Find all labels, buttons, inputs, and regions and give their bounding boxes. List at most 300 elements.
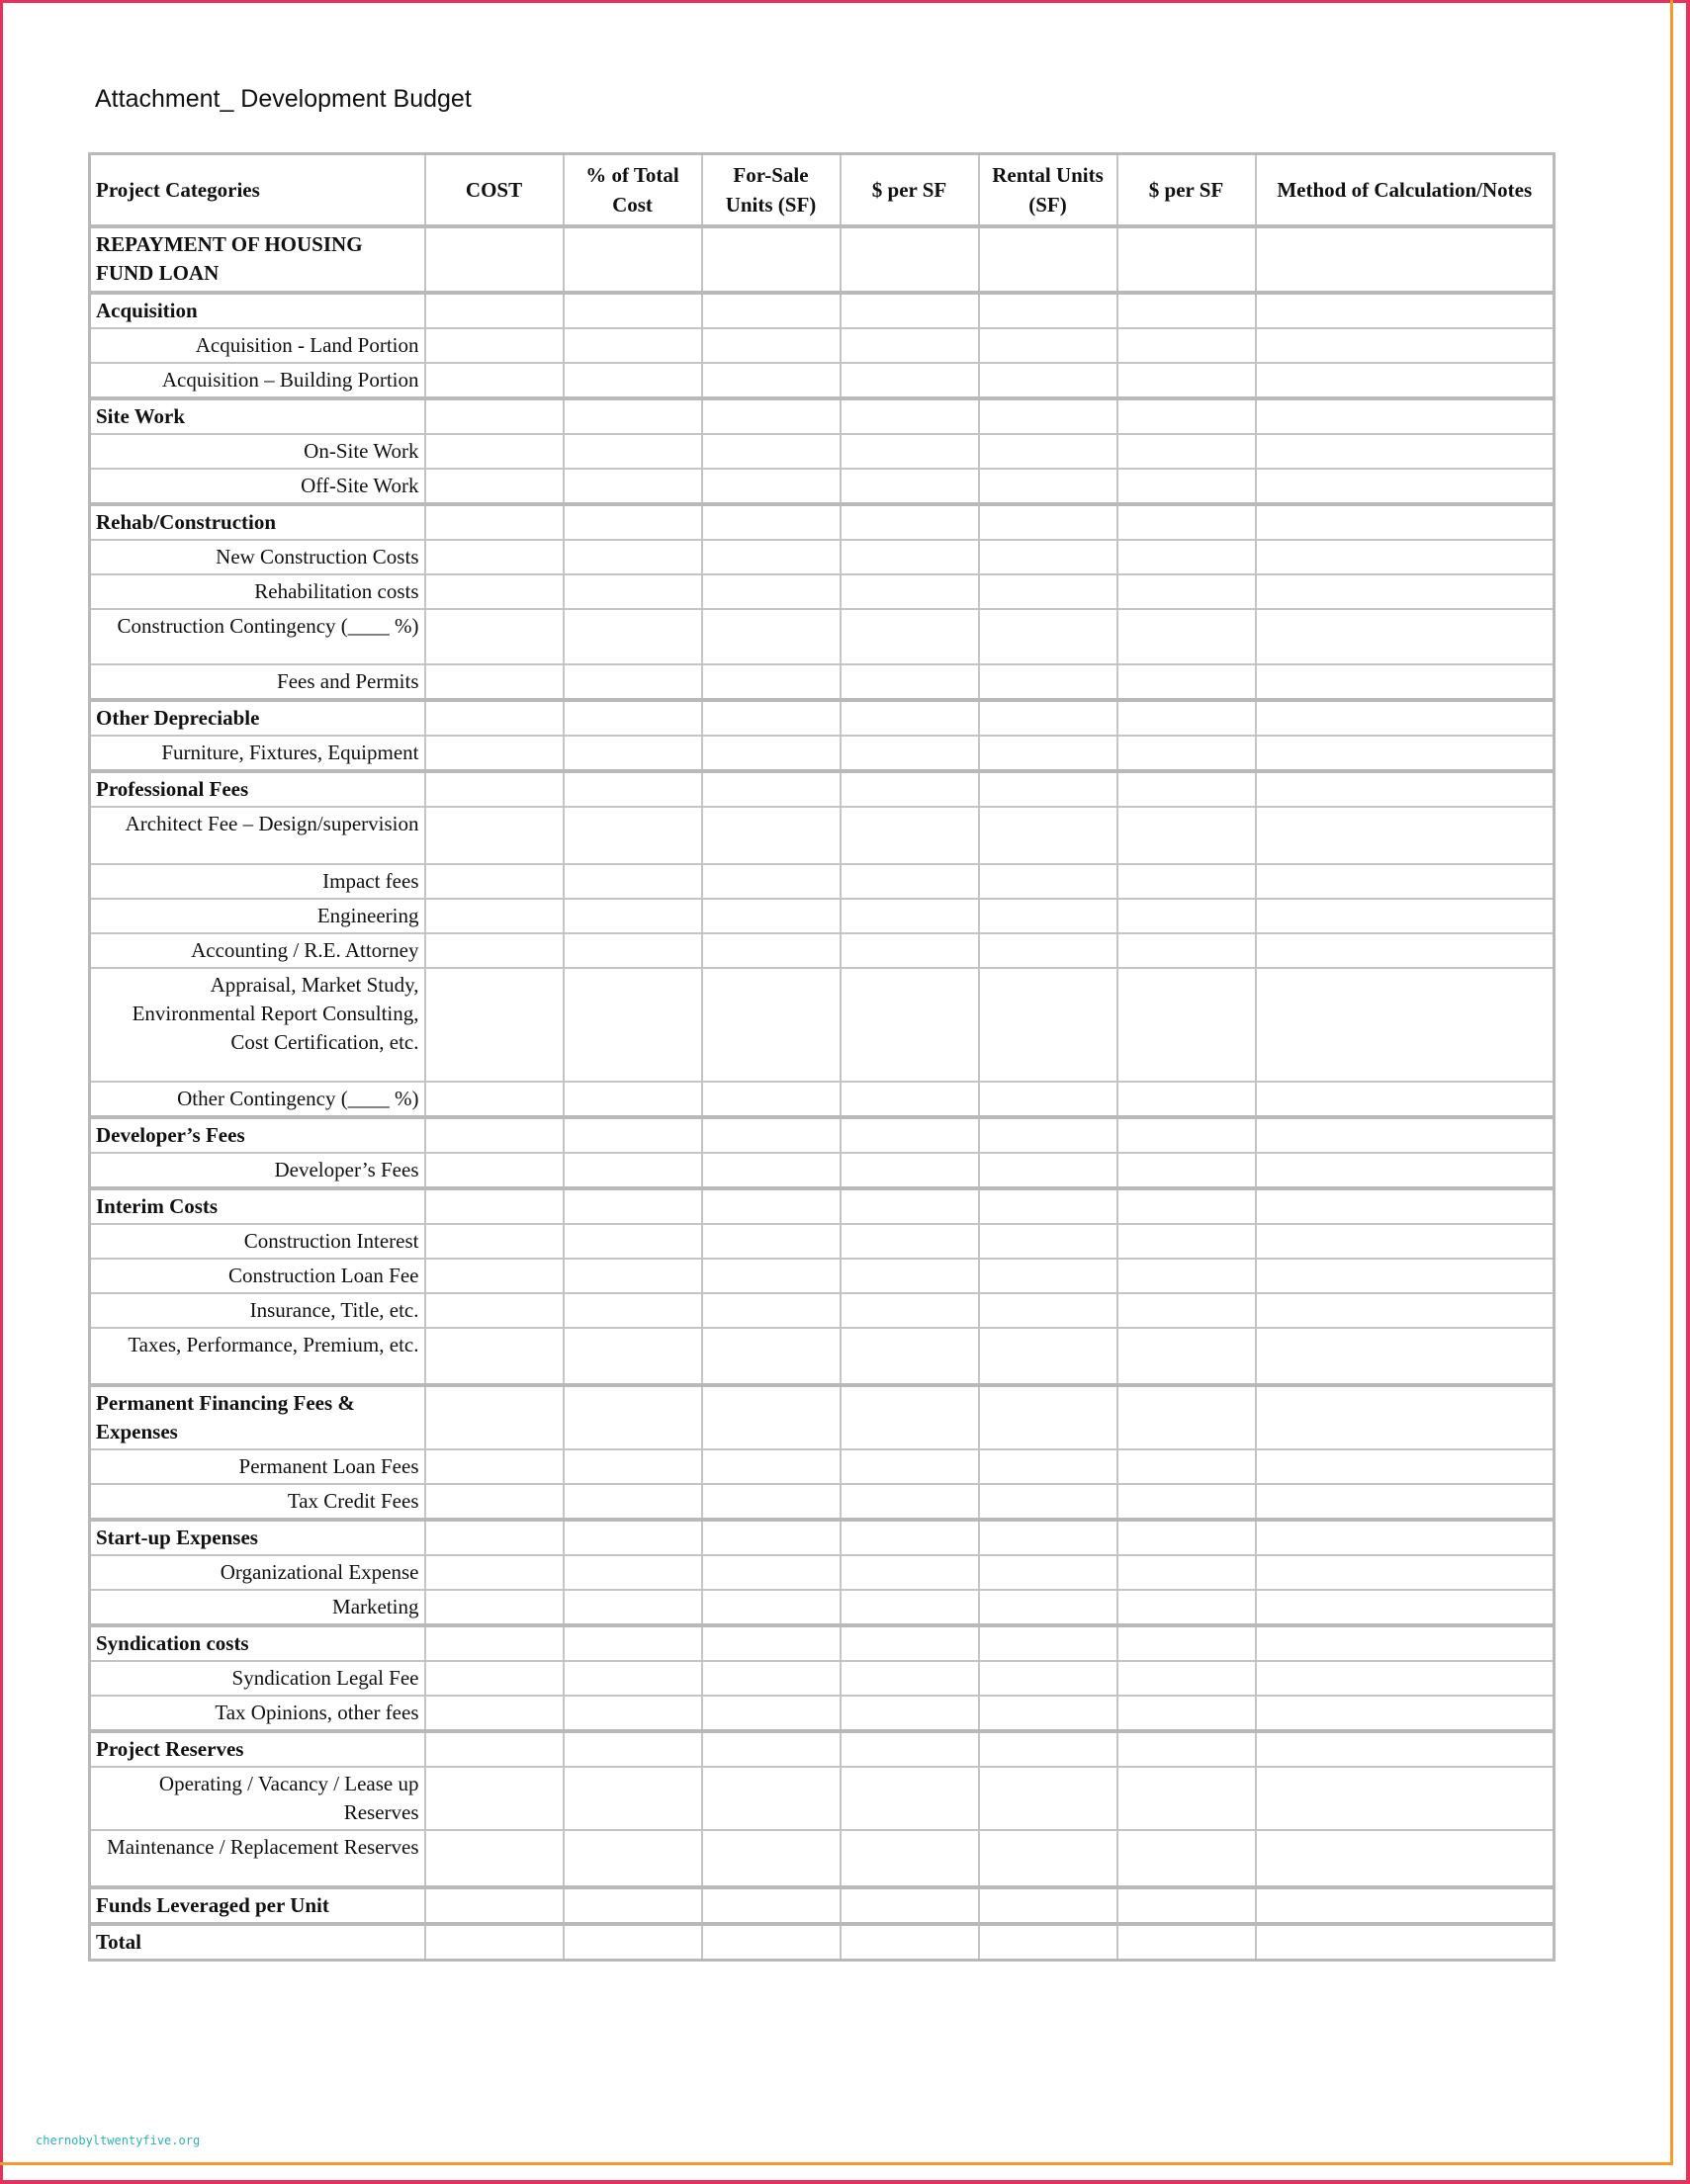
category-row <box>90 1731 1555 1767</box>
table-cell <box>564 293 702 328</box>
header-for-sale-per-sf: $ per SF <box>841 154 979 227</box>
table-cell <box>841 1661 979 1696</box>
table-row <box>90 899 1555 933</box>
category-label: Professional Fees <box>90 771 425 807</box>
category-row <box>90 293 1555 328</box>
table-cell <box>564 1224 702 1259</box>
table-cell <box>702 1259 841 1293</box>
table-cell <box>1256 1555 1555 1590</box>
table-cell <box>1256 1117 1555 1153</box>
table-cell <box>425 933 564 968</box>
category-label: Syndication costs <box>90 1625 425 1661</box>
table-cell <box>1256 293 1555 328</box>
table-cell <box>1256 226 1555 293</box>
document-title: Attachment_ Development Budget <box>95 85 472 113</box>
table-cell <box>564 1830 702 1887</box>
table-cell <box>1117 398 1256 434</box>
table-cell <box>1117 540 1256 574</box>
table-cell <box>1117 1117 1256 1153</box>
table-cell <box>841 1082 979 1117</box>
table-cell <box>979 504 1117 540</box>
table-cell <box>841 933 979 968</box>
table-cell <box>564 469 702 504</box>
table-cell <box>702 574 841 609</box>
table-cell <box>425 864 564 899</box>
table-cell <box>1256 1293 1555 1328</box>
table-cell <box>1117 700 1256 736</box>
table-cell <box>425 574 564 609</box>
table-cell <box>1117 293 1256 328</box>
table-cell <box>1117 1590 1256 1625</box>
table-row <box>90 574 1555 609</box>
table-cell <box>1117 933 1256 968</box>
table-cell <box>1117 1224 1256 1259</box>
table-cell <box>841 1696 979 1731</box>
table-cell <box>979 933 1117 968</box>
table-cell <box>702 1188 841 1224</box>
table-cell <box>425 1224 564 1259</box>
table-cell <box>702 1117 841 1153</box>
table-cell <box>702 1224 841 1259</box>
table-cell <box>1117 574 1256 609</box>
table-cell <box>425 226 564 293</box>
table-cell <box>564 504 702 540</box>
table-cell <box>841 1153 979 1188</box>
table-cell <box>425 1328 564 1385</box>
table-cell <box>841 398 979 434</box>
line-item-label: Syndication Legal Fee <box>90 1661 425 1696</box>
table-cell <box>702 1924 841 1961</box>
table-cell <box>564 609 702 664</box>
table-cell <box>564 1924 702 1961</box>
table-cell <box>1256 609 1555 664</box>
table-row <box>90 609 1555 664</box>
line-item-label: Tax Credit Fees <box>90 1484 425 1520</box>
category-label: Rehab/Construction <box>90 504 425 540</box>
line-item-label: Acquisition - Land Portion <box>90 328 425 363</box>
table-cell <box>841 469 979 504</box>
table-cell <box>1117 1259 1256 1293</box>
watermark-text: chernobyltwentyfive.org <box>36 2134 201 2147</box>
table-cell <box>425 664 564 700</box>
table-cell <box>702 771 841 807</box>
table-cell <box>1117 469 1256 504</box>
table-cell <box>841 1293 979 1328</box>
table-cell <box>1117 1520 1256 1555</box>
table-cell <box>702 469 841 504</box>
table-cell <box>979 1385 1117 1449</box>
category-row <box>90 1520 1555 1555</box>
table-cell <box>1117 899 1256 933</box>
line-item-label: Other Contingency (____ %) <box>90 1082 425 1117</box>
table-cell <box>1117 1153 1256 1188</box>
table-cell <box>979 226 1117 293</box>
table-cell <box>1256 574 1555 609</box>
table-cell <box>1117 1887 1256 1924</box>
table-cell <box>564 1696 702 1731</box>
category-row <box>90 1887 1555 1924</box>
line-item-label: Construction Contingency (____ %) <box>90 609 425 664</box>
table-cell <box>425 328 564 363</box>
category-label: Acquisition <box>90 293 425 328</box>
table-cell <box>564 864 702 899</box>
table-cell <box>564 434 702 469</box>
table-cell <box>702 1887 841 1924</box>
category-row <box>90 504 1555 540</box>
header-rental-units: Rental Units (SF) <box>979 154 1117 227</box>
header-project-categories: Project Categories <box>90 154 425 227</box>
table-cell <box>1117 1293 1256 1328</box>
table-cell <box>979 1696 1117 1731</box>
table-row <box>90 363 1555 398</box>
table-cell <box>702 363 841 398</box>
table-cell <box>425 1887 564 1924</box>
table-cell <box>1256 899 1555 933</box>
table-cell <box>979 968 1117 1082</box>
table-cell <box>1256 864 1555 899</box>
table-cell <box>564 1887 702 1924</box>
table-cell <box>1256 328 1555 363</box>
category-row <box>90 700 1555 736</box>
table-cell <box>979 807 1117 864</box>
table-cell <box>841 1224 979 1259</box>
table-cell <box>979 574 1117 609</box>
table-cell <box>1256 1449 1555 1484</box>
table-row <box>90 1224 1555 1259</box>
table-cell <box>702 226 841 293</box>
table-cell <box>1117 968 1256 1082</box>
table-cell <box>1117 807 1256 864</box>
line-item-label: Construction Loan Fee <box>90 1259 425 1293</box>
table-cell <box>841 807 979 864</box>
table-cell <box>564 398 702 434</box>
table-cell <box>1117 1696 1256 1731</box>
table-cell <box>841 363 979 398</box>
line-item-label: Appraisal, Market Study, Environmental Report Consulting, Cost Certification, etc. <box>90 968 425 1082</box>
category-label: REPAYMENT OF HOUSING FUND LOAN <box>90 226 425 293</box>
budget-table-body <box>90 226 1555 1961</box>
table-cell <box>841 226 979 293</box>
table-cell <box>1117 1385 1256 1449</box>
table-cell <box>841 864 979 899</box>
table-cell <box>702 664 841 700</box>
table-cell <box>979 1924 1117 1961</box>
table-cell <box>979 1625 1117 1661</box>
table-cell <box>979 1117 1117 1153</box>
table-cell <box>979 700 1117 736</box>
table-cell <box>1117 363 1256 398</box>
table-cell <box>1117 736 1256 771</box>
table-cell <box>841 1830 979 1887</box>
table-cell <box>1117 1767 1256 1830</box>
table-cell <box>1117 504 1256 540</box>
table-cell <box>1256 504 1555 540</box>
line-item-label: New Construction Costs <box>90 540 425 574</box>
table-cell <box>979 1224 1117 1259</box>
table-cell <box>702 899 841 933</box>
table-cell <box>564 1520 702 1555</box>
table-cell <box>1256 968 1555 1082</box>
table-cell <box>1117 328 1256 363</box>
table-cell <box>702 700 841 736</box>
line-item-label: Insurance, Title, etc. <box>90 1293 425 1328</box>
table-cell <box>564 1731 702 1767</box>
table-row <box>90 968 1555 1082</box>
table-cell <box>1256 736 1555 771</box>
table-cell <box>979 1731 1117 1767</box>
table-cell <box>425 293 564 328</box>
frame-bottom-inner-border <box>0 2162 1673 2165</box>
table-cell <box>979 469 1117 504</box>
table-cell <box>979 1661 1117 1696</box>
table-cell <box>979 1188 1117 1224</box>
table-cell <box>425 968 564 1082</box>
table-cell <box>702 1449 841 1484</box>
table-header-row <box>90 154 1555 227</box>
table-cell <box>1256 1082 1555 1117</box>
table-cell <box>1256 664 1555 700</box>
table-cell <box>841 1767 979 1830</box>
table-cell <box>1256 1661 1555 1696</box>
table-cell <box>1256 1153 1555 1188</box>
table-row <box>90 807 1555 864</box>
header-rental-per-sf: $ per SF <box>1117 154 1256 227</box>
table-cell <box>1256 363 1555 398</box>
table-cell <box>702 968 841 1082</box>
table-cell <box>1256 1590 1555 1625</box>
category-label: Other Depreciable <box>90 700 425 736</box>
table-cell <box>841 1555 979 1590</box>
table-cell <box>702 864 841 899</box>
table-cell <box>1117 434 1256 469</box>
table-cell <box>841 1385 979 1449</box>
table-cell <box>564 968 702 1082</box>
table-cell <box>979 864 1117 899</box>
table-cell <box>702 1293 841 1328</box>
table-cell <box>702 398 841 434</box>
table-cell <box>841 771 979 807</box>
table-cell <box>425 1259 564 1293</box>
table-cell <box>1256 771 1555 807</box>
table-cell <box>564 1117 702 1153</box>
table-row <box>90 664 1555 700</box>
table-cell <box>979 293 1117 328</box>
table-cell <box>1256 398 1555 434</box>
table-row <box>90 1661 1555 1696</box>
frame-top-border <box>0 0 1690 3</box>
table-cell <box>564 1293 702 1328</box>
category-label: Site Work <box>90 398 425 434</box>
table-cell <box>564 1328 702 1385</box>
table-cell <box>425 469 564 504</box>
line-item-label: Marketing <box>90 1590 425 1625</box>
table-cell <box>841 1449 979 1484</box>
table-cell <box>841 1924 979 1961</box>
table-row <box>90 864 1555 899</box>
table-cell <box>841 1188 979 1224</box>
category-row <box>90 771 1555 807</box>
table-cell <box>425 363 564 398</box>
table-cell <box>425 504 564 540</box>
category-row <box>90 398 1555 434</box>
table-cell <box>841 1520 979 1555</box>
table-row <box>90 328 1555 363</box>
line-item-label: On-Site Work <box>90 434 425 469</box>
table-cell <box>1117 1731 1256 1767</box>
table-cell <box>564 807 702 864</box>
table-cell <box>564 226 702 293</box>
line-item-label: Maintenance / Replacement Reserves <box>90 1830 425 1887</box>
table-cell <box>979 1153 1117 1188</box>
table-row <box>90 1590 1555 1625</box>
table-cell <box>841 968 979 1082</box>
table-cell <box>702 1590 841 1625</box>
table-cell <box>564 1385 702 1449</box>
table-cell <box>979 1328 1117 1385</box>
table-cell <box>1256 1484 1555 1520</box>
table-row <box>90 1082 1555 1117</box>
table-row <box>90 1259 1555 1293</box>
category-row <box>90 1385 1555 1449</box>
table-cell <box>564 1625 702 1661</box>
table-cell <box>564 363 702 398</box>
frame-right-inner-border <box>1670 0 1673 2165</box>
table-cell <box>979 1484 1117 1520</box>
table-cell <box>564 1590 702 1625</box>
table-cell <box>1117 1625 1256 1661</box>
table-cell <box>702 1625 841 1661</box>
table-cell <box>1256 807 1555 864</box>
table-cell <box>425 1293 564 1328</box>
table-cell <box>425 1590 564 1625</box>
table-cell <box>1256 1696 1555 1731</box>
line-item-label: Taxes, Performance, Premium, etc. <box>90 1328 425 1385</box>
table-cell <box>702 1830 841 1887</box>
header-for-sale-units: For-Sale Units (SF) <box>702 154 841 227</box>
category-label: Funds Leveraged per Unit <box>90 1887 425 1924</box>
table-cell <box>564 736 702 771</box>
table-cell <box>979 664 1117 700</box>
table-cell <box>702 1484 841 1520</box>
category-row <box>90 1188 1555 1224</box>
table-cell <box>702 933 841 968</box>
table-cell <box>979 1590 1117 1625</box>
table-cell <box>702 540 841 574</box>
line-item-label: Furniture, Fixtures, Equipment <box>90 736 425 771</box>
line-item-label: Rehabilitation costs <box>90 574 425 609</box>
table-cell <box>841 1625 979 1661</box>
table-cell <box>425 1661 564 1696</box>
line-item-label: Architect Fee – Design/supervision <box>90 807 425 864</box>
table-cell <box>425 1555 564 1590</box>
table-cell <box>979 434 1117 469</box>
category-row <box>90 1924 1555 1961</box>
table-cell <box>702 1731 841 1767</box>
table-cell <box>979 1259 1117 1293</box>
table-cell <box>564 933 702 968</box>
table-cell <box>425 1830 564 1887</box>
table-cell <box>1256 1625 1555 1661</box>
table-cell <box>979 398 1117 434</box>
table-cell <box>425 398 564 434</box>
line-item-label: Construction Interest <box>90 1224 425 1259</box>
table-cell <box>979 1830 1117 1887</box>
table-cell <box>1256 1224 1555 1259</box>
table-cell <box>1256 434 1555 469</box>
table-cell <box>702 434 841 469</box>
table-cell <box>564 540 702 574</box>
line-item-label: Engineering <box>90 899 425 933</box>
table-cell <box>841 899 979 933</box>
table-row <box>90 1449 1555 1484</box>
table-cell <box>425 540 564 574</box>
table-cell <box>425 1696 564 1731</box>
table-cell <box>979 771 1117 807</box>
table-cell <box>979 609 1117 664</box>
table-cell <box>564 771 702 807</box>
frame-bottom-outer-border <box>0 2180 1690 2184</box>
line-item-label: Tax Opinions, other fees <box>90 1696 425 1731</box>
table-cell <box>1117 1188 1256 1224</box>
table-cell <box>1117 771 1256 807</box>
table-cell <box>564 700 702 736</box>
table-cell <box>564 1661 702 1696</box>
table-cell <box>841 1117 979 1153</box>
table-cell <box>979 736 1117 771</box>
table-row <box>90 736 1555 771</box>
table-cell <box>702 807 841 864</box>
table-cell <box>841 1328 979 1385</box>
table-cell <box>564 1188 702 1224</box>
table-cell <box>841 609 979 664</box>
line-item-label: Impact fees <box>90 864 425 899</box>
table-cell <box>702 1661 841 1696</box>
category-label: Total <box>90 1924 425 1961</box>
table-cell <box>1256 933 1555 968</box>
table-cell <box>1117 864 1256 899</box>
table-cell <box>841 1887 979 1924</box>
table-cell <box>425 771 564 807</box>
table-cell <box>1256 1259 1555 1293</box>
table-cell <box>841 664 979 700</box>
table-cell <box>979 1767 1117 1830</box>
line-item-label: Developer’s Fees <box>90 1153 425 1188</box>
category-label: Project Reserves <box>90 1731 425 1767</box>
line-item-label: Permanent Loan Fees <box>90 1449 425 1484</box>
table-row <box>90 1153 1555 1188</box>
table-cell <box>841 540 979 574</box>
table-cell <box>1256 700 1555 736</box>
table-row <box>90 1555 1555 1590</box>
table-cell <box>1117 226 1256 293</box>
table-cell <box>1256 1887 1555 1924</box>
table-cell <box>841 1590 979 1625</box>
table-cell <box>564 1449 702 1484</box>
line-item-label: Fees and Permits <box>90 664 425 700</box>
table-cell <box>1256 1731 1555 1767</box>
line-item-label: Operating / Vacancy / Lease up Reserves <box>90 1767 425 1830</box>
line-item-label: Organizational Expense <box>90 1555 425 1590</box>
table-cell <box>425 1924 564 1961</box>
table-cell <box>702 1385 841 1449</box>
table-cell <box>425 807 564 864</box>
table-cell <box>979 540 1117 574</box>
table-row <box>90 434 1555 469</box>
category-label: Start-up Expenses <box>90 1520 425 1555</box>
table-row <box>90 1830 1555 1887</box>
table-cell <box>425 1520 564 1555</box>
table-cell <box>564 1082 702 1117</box>
